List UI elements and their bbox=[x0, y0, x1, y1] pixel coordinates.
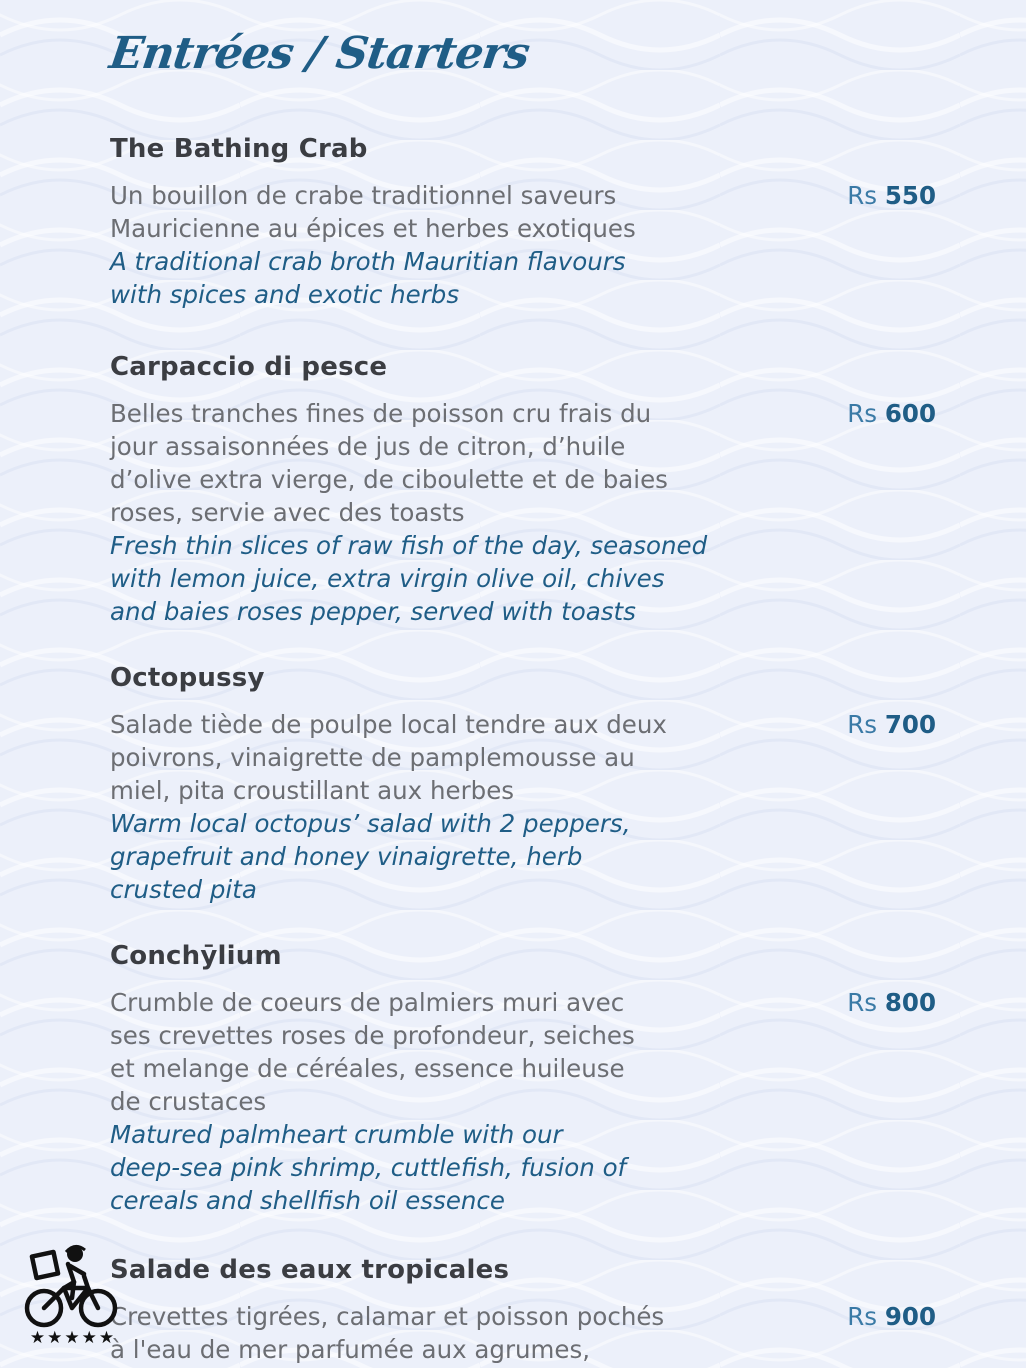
french-description-line: jour assaisonnées de jus de citron, d’huile bbox=[110, 432, 626, 461]
menu-item bbox=[110, 662, 936, 904]
french-description-line: roses, servie avec des toasts bbox=[110, 498, 465, 527]
french-description-line: à l'eau de mer parfumée aux agrumes, bbox=[110, 1335, 591, 1364]
price-amount: 700 bbox=[884, 710, 936, 739]
price-amount: 600 bbox=[884, 399, 936, 428]
menu-item-description bbox=[110, 397, 770, 628]
price-amount: 550 bbox=[884, 181, 936, 210]
price-currency: Rs bbox=[847, 988, 878, 1017]
french-description-line: Crumble de coeurs de palmiers muri avec bbox=[110, 988, 625, 1017]
menu-item-price bbox=[847, 397, 936, 430]
french-description-line: d’olive extra vierge, de ciboulette et de baies bbox=[110, 465, 668, 494]
english-description-line: Fresh thin slices of raw fish of the day, seasoned bbox=[110, 531, 708, 560]
english-description-line: Warm local octopus’ salad with 2 peppers, bbox=[110, 809, 631, 838]
english-description-line: grapefruit and honey vinaigrette, herb bbox=[110, 842, 583, 871]
price-currency: Rs bbox=[847, 710, 878, 739]
french-description-line: ses crevettes roses de profondeur, seiches bbox=[110, 1021, 635, 1050]
menu-item bbox=[110, 133, 936, 309]
menu-item-name: The Bathing Crab bbox=[110, 134, 368, 164]
price-currency: Rs bbox=[847, 1302, 878, 1331]
french-description-line: Salade tiède de poulpe local tendre aux deux bbox=[110, 710, 667, 739]
english-description-line: and baies roses pepper, served with toasts bbox=[110, 597, 636, 626]
english-description-line: A traditional crab broth Mauritian flavours bbox=[110, 247, 626, 276]
menu-item-description bbox=[110, 708, 770, 906]
french-description-line: miel, pita croustillant aux herbes bbox=[110, 776, 515, 805]
english-description-line: crusted pita bbox=[110, 875, 257, 904]
french-description-line: Belles tranches fines de poisson cru frais du bbox=[110, 399, 652, 428]
english-description-line: with lemon juice, extra virgin olive oil, chives bbox=[110, 564, 665, 593]
menu-item-name: Salade des eaux tropicales bbox=[110, 1255, 510, 1285]
menu-item bbox=[110, 1254, 936, 1364]
menu-item bbox=[110, 940, 936, 1215]
price-amount: 800 bbox=[884, 988, 936, 1017]
menu-item-description bbox=[110, 986, 770, 1217]
delivery-rating-badge bbox=[18, 1242, 128, 1354]
french-description-line: Crevettes tigrées, calamar et poisson pochés bbox=[110, 1302, 665, 1331]
rating-stars: ★★★★★ bbox=[29, 1328, 117, 1348]
english-description-line: cereals and shellfish oil essence bbox=[110, 1186, 505, 1215]
delivery-cyclist-icon bbox=[18, 1242, 128, 1330]
french-description-line: poivrons, vinaigrette de pamplemousse au bbox=[110, 743, 635, 772]
menu-item bbox=[110, 351, 936, 626]
menu-item-price bbox=[847, 179, 936, 212]
french-description-line: de crustaces bbox=[110, 1087, 267, 1116]
menu-section-heading: Entrées / Starters bbox=[106, 28, 533, 79]
menu-item-name: Carpaccio di pesce bbox=[110, 352, 388, 382]
french-description-line: et melange de céréales, essence huileuse bbox=[110, 1054, 625, 1083]
menu-item-description bbox=[110, 179, 770, 311]
menu-item-name: Conchȳlium bbox=[110, 941, 282, 971]
price-currency: Rs bbox=[847, 181, 878, 210]
french-description-line: Mauricienne au épices et herbes exotiques bbox=[110, 214, 636, 243]
french-description-line: Un bouillon de crabe traditionnel saveurs bbox=[110, 181, 617, 210]
menu-item-name: Octopussy bbox=[110, 663, 265, 693]
menu-item-price bbox=[847, 708, 936, 741]
english-description-line: deep-sea pink shrimp, cuttlefish, fusion of bbox=[110, 1153, 627, 1182]
price-amount: 900 bbox=[884, 1302, 936, 1331]
menu-item-price bbox=[847, 986, 936, 1019]
menu-item-price bbox=[847, 1300, 936, 1333]
english-description-line: with spices and exotic herbs bbox=[110, 280, 460, 309]
menu-item-description bbox=[110, 1300, 770, 1366]
english-description-line: Matured palmheart crumble with our bbox=[110, 1120, 563, 1149]
price-currency: Rs bbox=[847, 399, 878, 428]
